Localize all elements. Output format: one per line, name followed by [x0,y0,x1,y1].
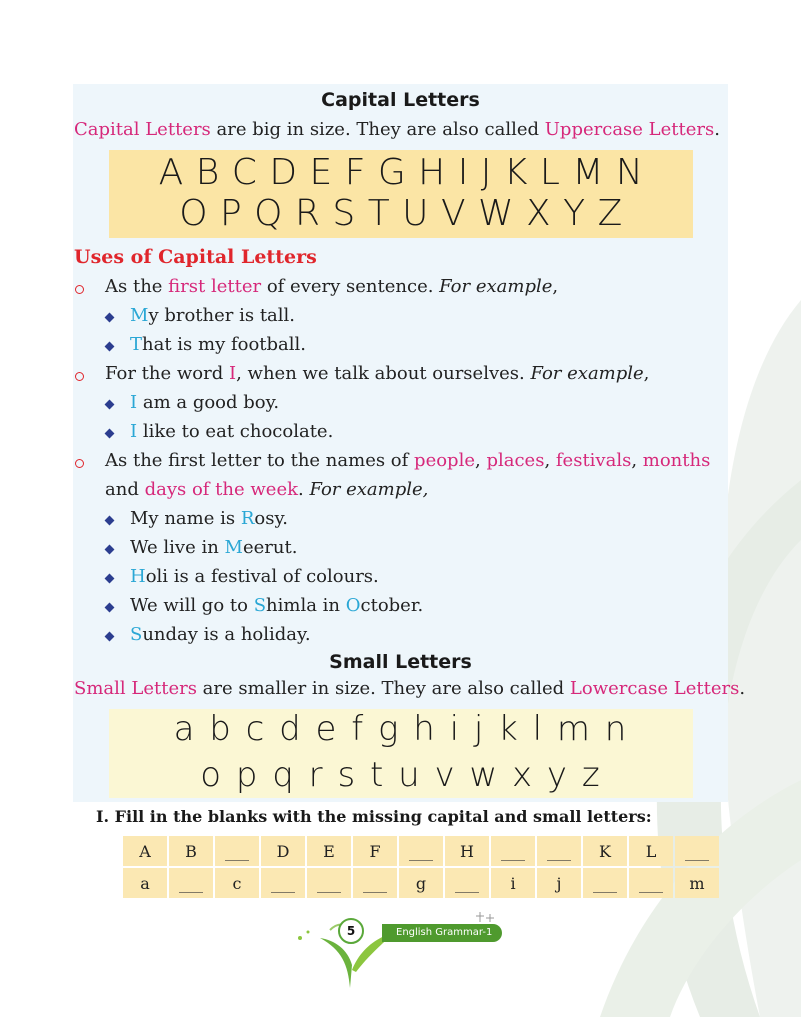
circle-bullet-icon [75,372,84,381]
text-segment: festivals [555,450,632,471]
text-segment: am a good boy. [137,392,280,413]
text-segment: months [642,450,711,471]
letter-cell: i [491,868,535,898]
text-segment: of every sentence. [261,276,440,297]
text-segment: people [414,450,475,471]
text-segment: ctober. [360,595,424,616]
text-segment: I [228,363,237,384]
text-segment: . [739,678,746,699]
blank-cell[interactable]: ___ [399,836,443,866]
small-letters-row [123,868,719,898]
circle-bullet-icon [75,459,84,468]
text-segment: We will go to [130,595,254,616]
text-segment: places [486,450,545,471]
capital-letters-intro [74,119,720,140]
footer-plant-logo [290,910,510,990]
small-alphabet-row-1: a b c d e f g h i j k l m n [173,709,629,749]
text-segment: For example, [309,479,429,500]
text-segment: himla in [266,595,346,616]
blank-cell[interactable]: ___ [307,868,351,898]
blank-cell[interactable]: ___ [353,868,397,898]
small-alphabet-box [109,709,693,798]
rule-item [105,479,428,500]
text-segment: like to eat chocolate. [137,421,334,442]
text-segment: S [130,624,143,645]
small-letters-intro [74,678,745,699]
letter-cell: F [353,836,397,866]
letter-cell: A [123,836,167,866]
example-item [130,508,288,529]
text-segment: For example [530,363,644,384]
capital-letters-row [123,836,719,866]
text-segment: I [130,392,138,413]
text-segment: . [298,479,310,500]
text-segment: , [643,363,650,384]
letter-cell: j [537,868,581,898]
book-title-banner: English Grammar-1 [382,924,502,942]
blank-cell[interactable]: ___ [583,868,627,898]
rule-item [105,450,710,471]
text-segment: M [130,305,149,326]
capital-alphabet-row-1: A B C D E F G H I J K L M N [158,152,644,193]
text-segment: are big in size. They are also called [210,119,545,140]
text-segment: Uppercase Letters [544,119,715,140]
blank-cell[interactable]: ___ [537,836,581,866]
circle-bullet-icon [75,285,84,294]
text-segment: Capital Letters [74,119,211,140]
text-segment: H [130,566,146,587]
text-segment: O [345,595,361,616]
example-item [130,537,297,558]
letter-cell: D [261,836,305,866]
text-segment: R [240,508,255,529]
example-item [130,595,423,616]
text-segment: For the word [105,363,229,384]
example-item [130,305,295,326]
rule-item [105,276,558,297]
example-item [130,392,279,413]
example-item [130,334,306,355]
text-segment: . [714,119,720,140]
text-segment: days of the week [144,479,298,500]
text-segment: , [544,450,556,471]
example-item [130,566,379,587]
text-segment: As the [105,276,169,297]
capital-letters-heading: Capital Letters [321,89,480,111]
page-number: 5 [338,918,364,944]
rule-item [105,363,649,384]
text-segment: osy. [254,508,288,529]
blank-cell[interactable]: ___ [445,868,489,898]
small-letters-heading: Small Letters [329,651,472,673]
letter-cell: B [169,836,213,866]
capital-alphabet-box [109,150,693,238]
blank-cell[interactable]: ___ [215,836,259,866]
text-segment: first letter [168,276,262,297]
fill-blanks-table [121,834,721,900]
letter-cell: H [445,836,489,866]
text-segment: eerut. [242,537,298,558]
text-segment: , when we talk about ourselves. [236,363,531,384]
text-segment: We live in [130,537,225,558]
blank-cell[interactable]: ___ [491,836,535,866]
text-segment: , [631,450,643,471]
letter-cell: m [675,868,719,898]
text-segment: y brother is tall. [148,305,296,326]
blank-cell[interactable]: ___ [261,868,305,898]
capital-alphabet-row-2: O P Q R S T U V W X Y Z [179,193,623,234]
text-segment: M [224,537,243,558]
blank-cell[interactable]: ___ [629,868,673,898]
text-segment: Small Letters [74,678,197,699]
text-segment: My name is [130,508,241,529]
letter-cell: g [399,868,443,898]
uses-heading: Uses of Capital Letters [74,246,317,268]
letter-cell: E [307,836,351,866]
text-segment: Lowercase Letters [569,678,740,699]
text-segment: T [130,334,143,355]
text-segment: are smaller in size. They are also called [196,678,570,699]
small-alphabet-row-2: o p q r s t u v w x y z [200,755,602,795]
text-segment: As the first letter to the names of [105,450,415,471]
letter-cell: K [583,836,627,866]
text-segment: and [105,479,145,500]
text-segment: S [253,595,267,616]
text-segment: unday is a holiday. [142,624,311,645]
letter-cell: a [123,868,167,898]
text-segment: I [130,421,138,442]
blank-cell[interactable]: ___ [169,868,213,898]
text-segment: For example [439,276,553,297]
example-item [130,624,311,645]
text-segment: , [552,276,559,297]
text-segment: hat is my football. [142,334,307,355]
text-segment: , [475,450,487,471]
text-segment: oli is a festival of colours. [145,566,379,587]
example-item [130,421,333,442]
blank-cell[interactable]: ___ [675,836,719,866]
letter-cell: c [215,868,259,898]
exercise-title: I. Fill in the blanks with the missing capital and small letters: [96,807,652,826]
letter-cell: L [629,836,673,866]
